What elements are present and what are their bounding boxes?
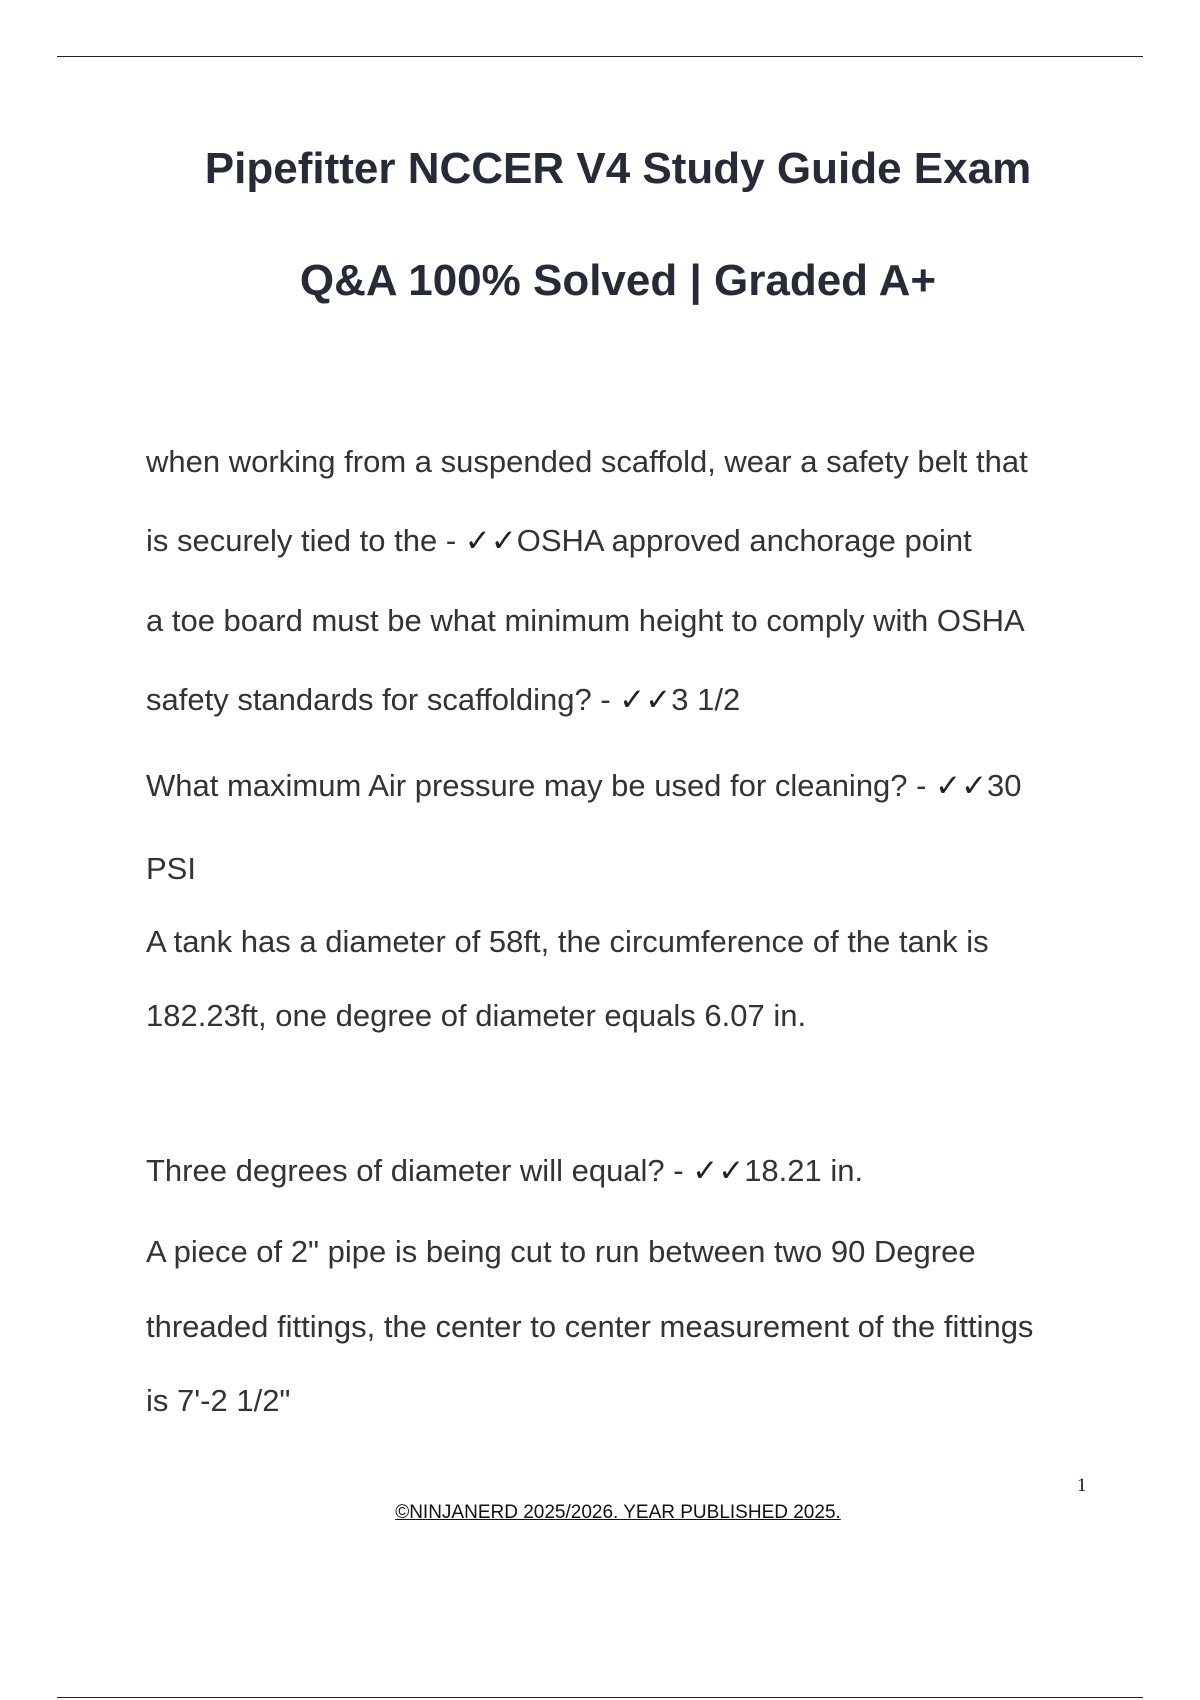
body-line: threaded fittings, the center to center measurement of the fittings (146, 1309, 1034, 1344)
body-line: a toe board must be what minimum height to comply with OSHA (146, 603, 1025, 638)
double-check-icon: ✓✓ (464, 523, 517, 559)
body-line: 182.23ft, one degree of diameter equals 6.07 in. (146, 998, 807, 1033)
body-line: A piece of 2" pipe is being cut to run between two 90 Degree (146, 1234, 976, 1269)
body-line (146, 1153, 863, 1189)
double-check-icon: ✓✓ (935, 768, 988, 804)
body-line (146, 682, 740, 718)
document-title-line-2: Q&A 100% Solved | Graded A+ (299, 256, 937, 305)
answer-text: OSHA approved anchorage point (516, 523, 972, 558)
answer-text: 3 1/2 (671, 682, 741, 717)
double-check-icon: ✓✓ (692, 1153, 745, 1189)
document-title-line-1: Pipefitter NCCER V4 Study Guide Exam (204, 144, 1032, 193)
answer-text: 18.21 in. (744, 1153, 864, 1188)
bottom-rule (57, 1697, 1143, 1698)
body-line: when working from a suspended scaffold, wear a safety belt that (146, 444, 1028, 479)
question-text: Three degrees of diameter will equal? - (146, 1153, 693, 1188)
double-check-icon: ✓✓ (619, 682, 672, 718)
body-line (146, 523, 972, 559)
copyright-footer: ©NINJANERD 2025/2026. YEAR PUBLISHED 2025. (395, 1502, 841, 1523)
top-rule (57, 56, 1143, 57)
body-line: PSI (146, 851, 196, 886)
body-line: is 7'-2 1/2" (146, 1383, 291, 1418)
question-text: is securely tied to the - (146, 523, 465, 558)
question-text: safety standards for scaffolding? - (146, 682, 620, 717)
body-line (146, 768, 1022, 804)
page-number: 1 (1077, 1475, 1087, 1496)
question-text: What maximum Air pressure may be used for cleaning? - (146, 768, 936, 803)
answer-text: 30 (987, 768, 1022, 803)
body-line: A tank has a diameter of 58ft, the circumference of the tank is (146, 924, 989, 959)
